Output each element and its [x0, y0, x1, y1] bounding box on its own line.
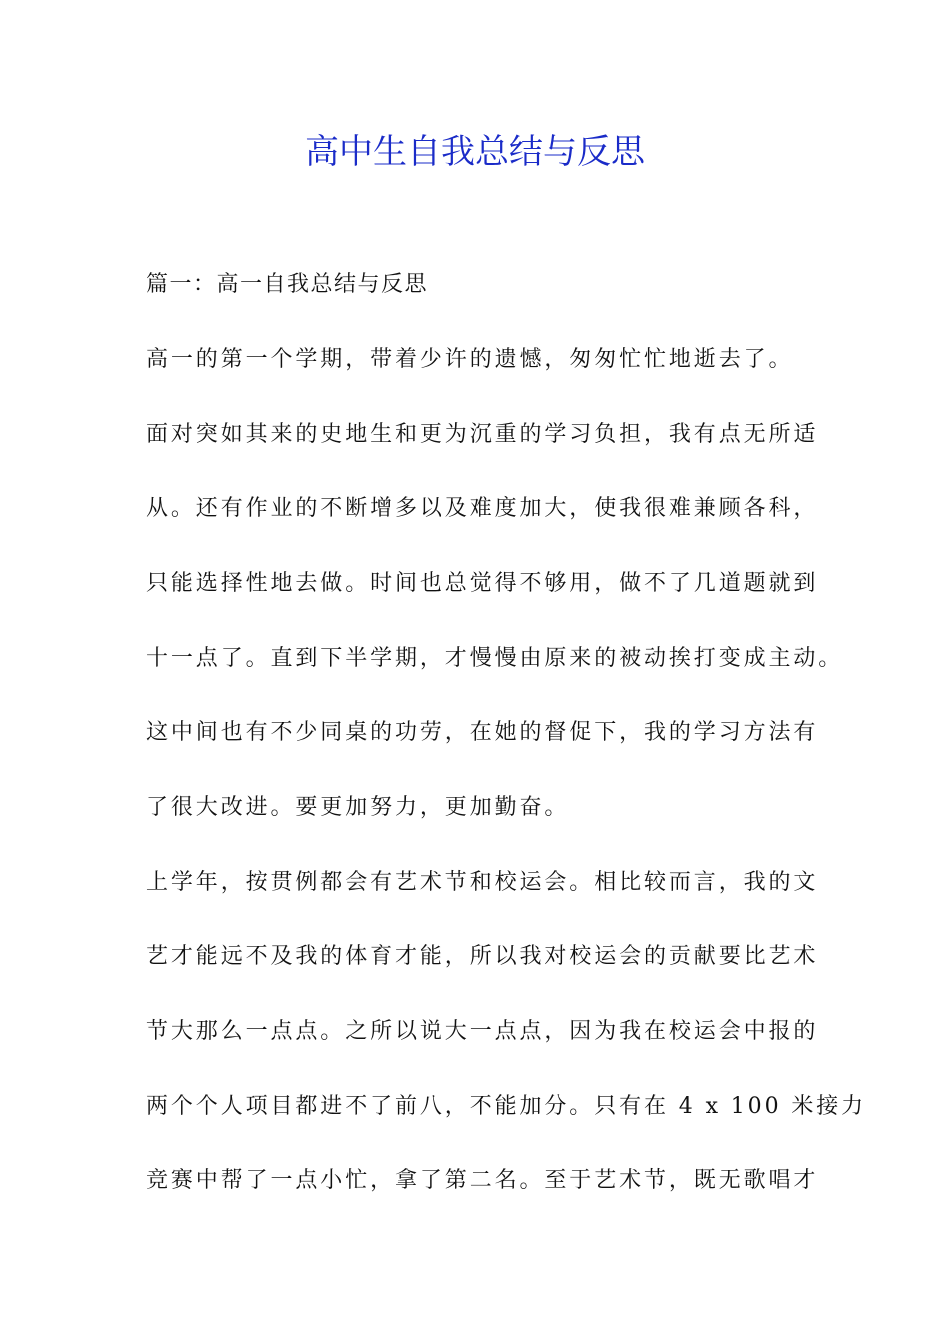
paragraph-line: 艺才能远不及我的体育才能，所以我对校运会的贡献要比艺术: [146, 944, 819, 969]
paragraph-line: 了很大改进。要更加努力，更加勤奋。: [146, 795, 570, 820]
paragraph-line: 节大那么一点点。之所以说大一点点，因为我在校运会中报的: [146, 1019, 819, 1044]
paragraph-line: 高一的第一个学期，带着少许的遗憾，匆匆忙忙地逝去了。: [146, 347, 794, 372]
paragraph-line: 只能选择性地去做。时间也总觉得不够用，做不了几道题就到: [146, 571, 819, 596]
paragraph-line: 从。还有作业的不断增多以及难度加大，使我很难兼顾各科，: [146, 496, 819, 521]
paragraph-line: 竞赛中帮了一点小忙，拿了第二名。至于艺术节，既无歌唱才: [146, 1168, 819, 1193]
paragraph-line: 这中间也有不少同桌的功劳，在她的督促下，我的学习方法有: [146, 720, 819, 745]
paragraph-line: 上学年，按贯例都会有艺术节和校运会。相比较而言，我的文: [146, 870, 819, 895]
paragraph-line: 两个个人项目都进不了前八，不能加分。只有在 4 x 100 米接力: [146, 1094, 867, 1119]
section-heading: 篇一：高一自我总结与反思: [146, 272, 429, 297]
paragraph-line: 面对突如其来的史地生和更为沉重的学习负担，我有点无所适: [146, 422, 819, 447]
paragraph-line: 十一点了。直到下半学期，才慢慢由原来的被动挨打变成主动。: [146, 646, 844, 671]
document-title: 高中生自我总结与反思: [305, 132, 645, 172]
